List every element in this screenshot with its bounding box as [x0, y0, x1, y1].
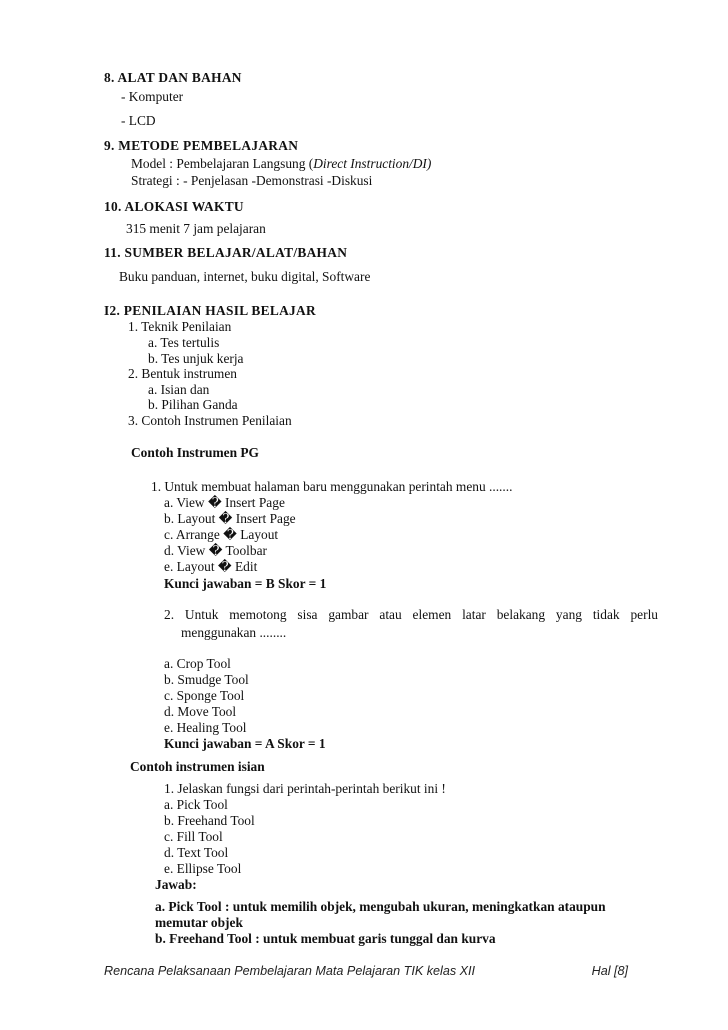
- method-model-label: Model : Pembelajaran Langsung (: [131, 156, 314, 171]
- section-10-heading: 10. ALOKASI WAKTU: [104, 199, 244, 214]
- learning-sources: Buku panduan, internet, buku digital, Software: [119, 269, 371, 284]
- pg-option: a. View � Insert Page: [164, 495, 285, 510]
- method-model: [131, 156, 431, 172]
- list-item: - LCD: [121, 113, 156, 128]
- page-footer: [104, 964, 628, 978]
- outline-item: b. Pilihan Ganda: [148, 397, 238, 412]
- isian-option: a. Pick Tool: [164, 797, 228, 812]
- section-9-heading: 9. METODE PEMBELAJARAN: [104, 138, 299, 153]
- method-strategy: Strategi : - Penjelasan -Demonstrasi -Diskusi: [131, 173, 373, 188]
- pg-option: e. Healing Tool: [164, 720, 247, 735]
- pg-option: d. View � Toolbar: [164, 543, 267, 558]
- pg-title: Contoh Instrumen PG: [131, 445, 259, 460]
- outline-item: a. Isian dan: [148, 382, 210, 397]
- pg-option: b. Layout � Insert Page: [164, 511, 296, 526]
- pg-option: d. Move Tool: [164, 704, 237, 719]
- pg-option: a. Crop Tool: [164, 656, 231, 671]
- page-number: Hal [8]: [591, 964, 628, 978]
- isian-option: b. Freehand Tool: [164, 813, 255, 828]
- isian-option: d. Text Tool: [164, 845, 229, 860]
- outline-item: 1. Teknik Penilaian: [128, 319, 232, 334]
- outline-item: 3. Contoh Instrumen Penilaian: [128, 413, 292, 428]
- pg-option: c. Arrange � Layout: [164, 527, 279, 542]
- isian-question: 1. Jelaskan fungsi dari perintah-perintah berikut ini !: [164, 781, 446, 796]
- pg-question-1: 1. Untuk membuat halaman baru menggunakan perintah menu .......: [151, 479, 513, 494]
- list-item: - Komputer: [121, 89, 184, 104]
- method-model-italic: Direct Instruction/DI): [313, 156, 432, 171]
- pg-option: c. Sponge Tool: [164, 688, 245, 703]
- section-12-heading: I2. PENILAIAN HASIL BELAJAR: [104, 303, 316, 318]
- section-11-heading: 11. SUMBER BELAJAR/ALAT/BAHAN: [104, 245, 348, 260]
- isian-option: e. Ellipse Tool: [164, 861, 242, 876]
- isian-title: Contoh instrumen isian: [130, 759, 265, 774]
- footer-title: Rencana Pelaksanaan Pembelajaran Mata Pelajaran TIK kelas XII: [104, 964, 476, 978]
- pg-option: e. Layout � Edit: [164, 559, 258, 574]
- time-allocation: 315 menit 7 jam pelajaran: [126, 221, 266, 236]
- pg-option: b. Smudge Tool: [164, 672, 249, 687]
- answer-line: b. Freehand Tool : untuk membuat garis tunggal dan kurva: [155, 931, 496, 946]
- outline-item: a. Tes tertulis: [148, 335, 220, 350]
- answer-label: Jawab:: [155, 877, 197, 892]
- section-8-heading: 8. ALAT DAN BAHAN: [104, 70, 242, 85]
- answer-line: memutar objek: [155, 915, 243, 930]
- pg-question-2-cont: menggunakan ........: [181, 625, 287, 640]
- outline-item: 2. Bentuk instrumen: [128, 366, 237, 381]
- pg-question-2: 2. Untuk memotong sisa gambar atau elemen latar belakang yang tidak perlu: [164, 607, 658, 622]
- pg-answer-key: Kunci jawaban = A Skor = 1: [164, 736, 326, 751]
- isian-option: c. Fill Tool: [164, 829, 223, 844]
- answer-line: a. Pick Tool : untuk memilih objek, mengubah ukuran, meningkatkan ataupun: [155, 899, 606, 914]
- pg-answer-key: Kunci jawaban = B Skor = 1: [164, 576, 327, 591]
- outline-item: b. Tes unjuk kerja: [148, 351, 244, 366]
